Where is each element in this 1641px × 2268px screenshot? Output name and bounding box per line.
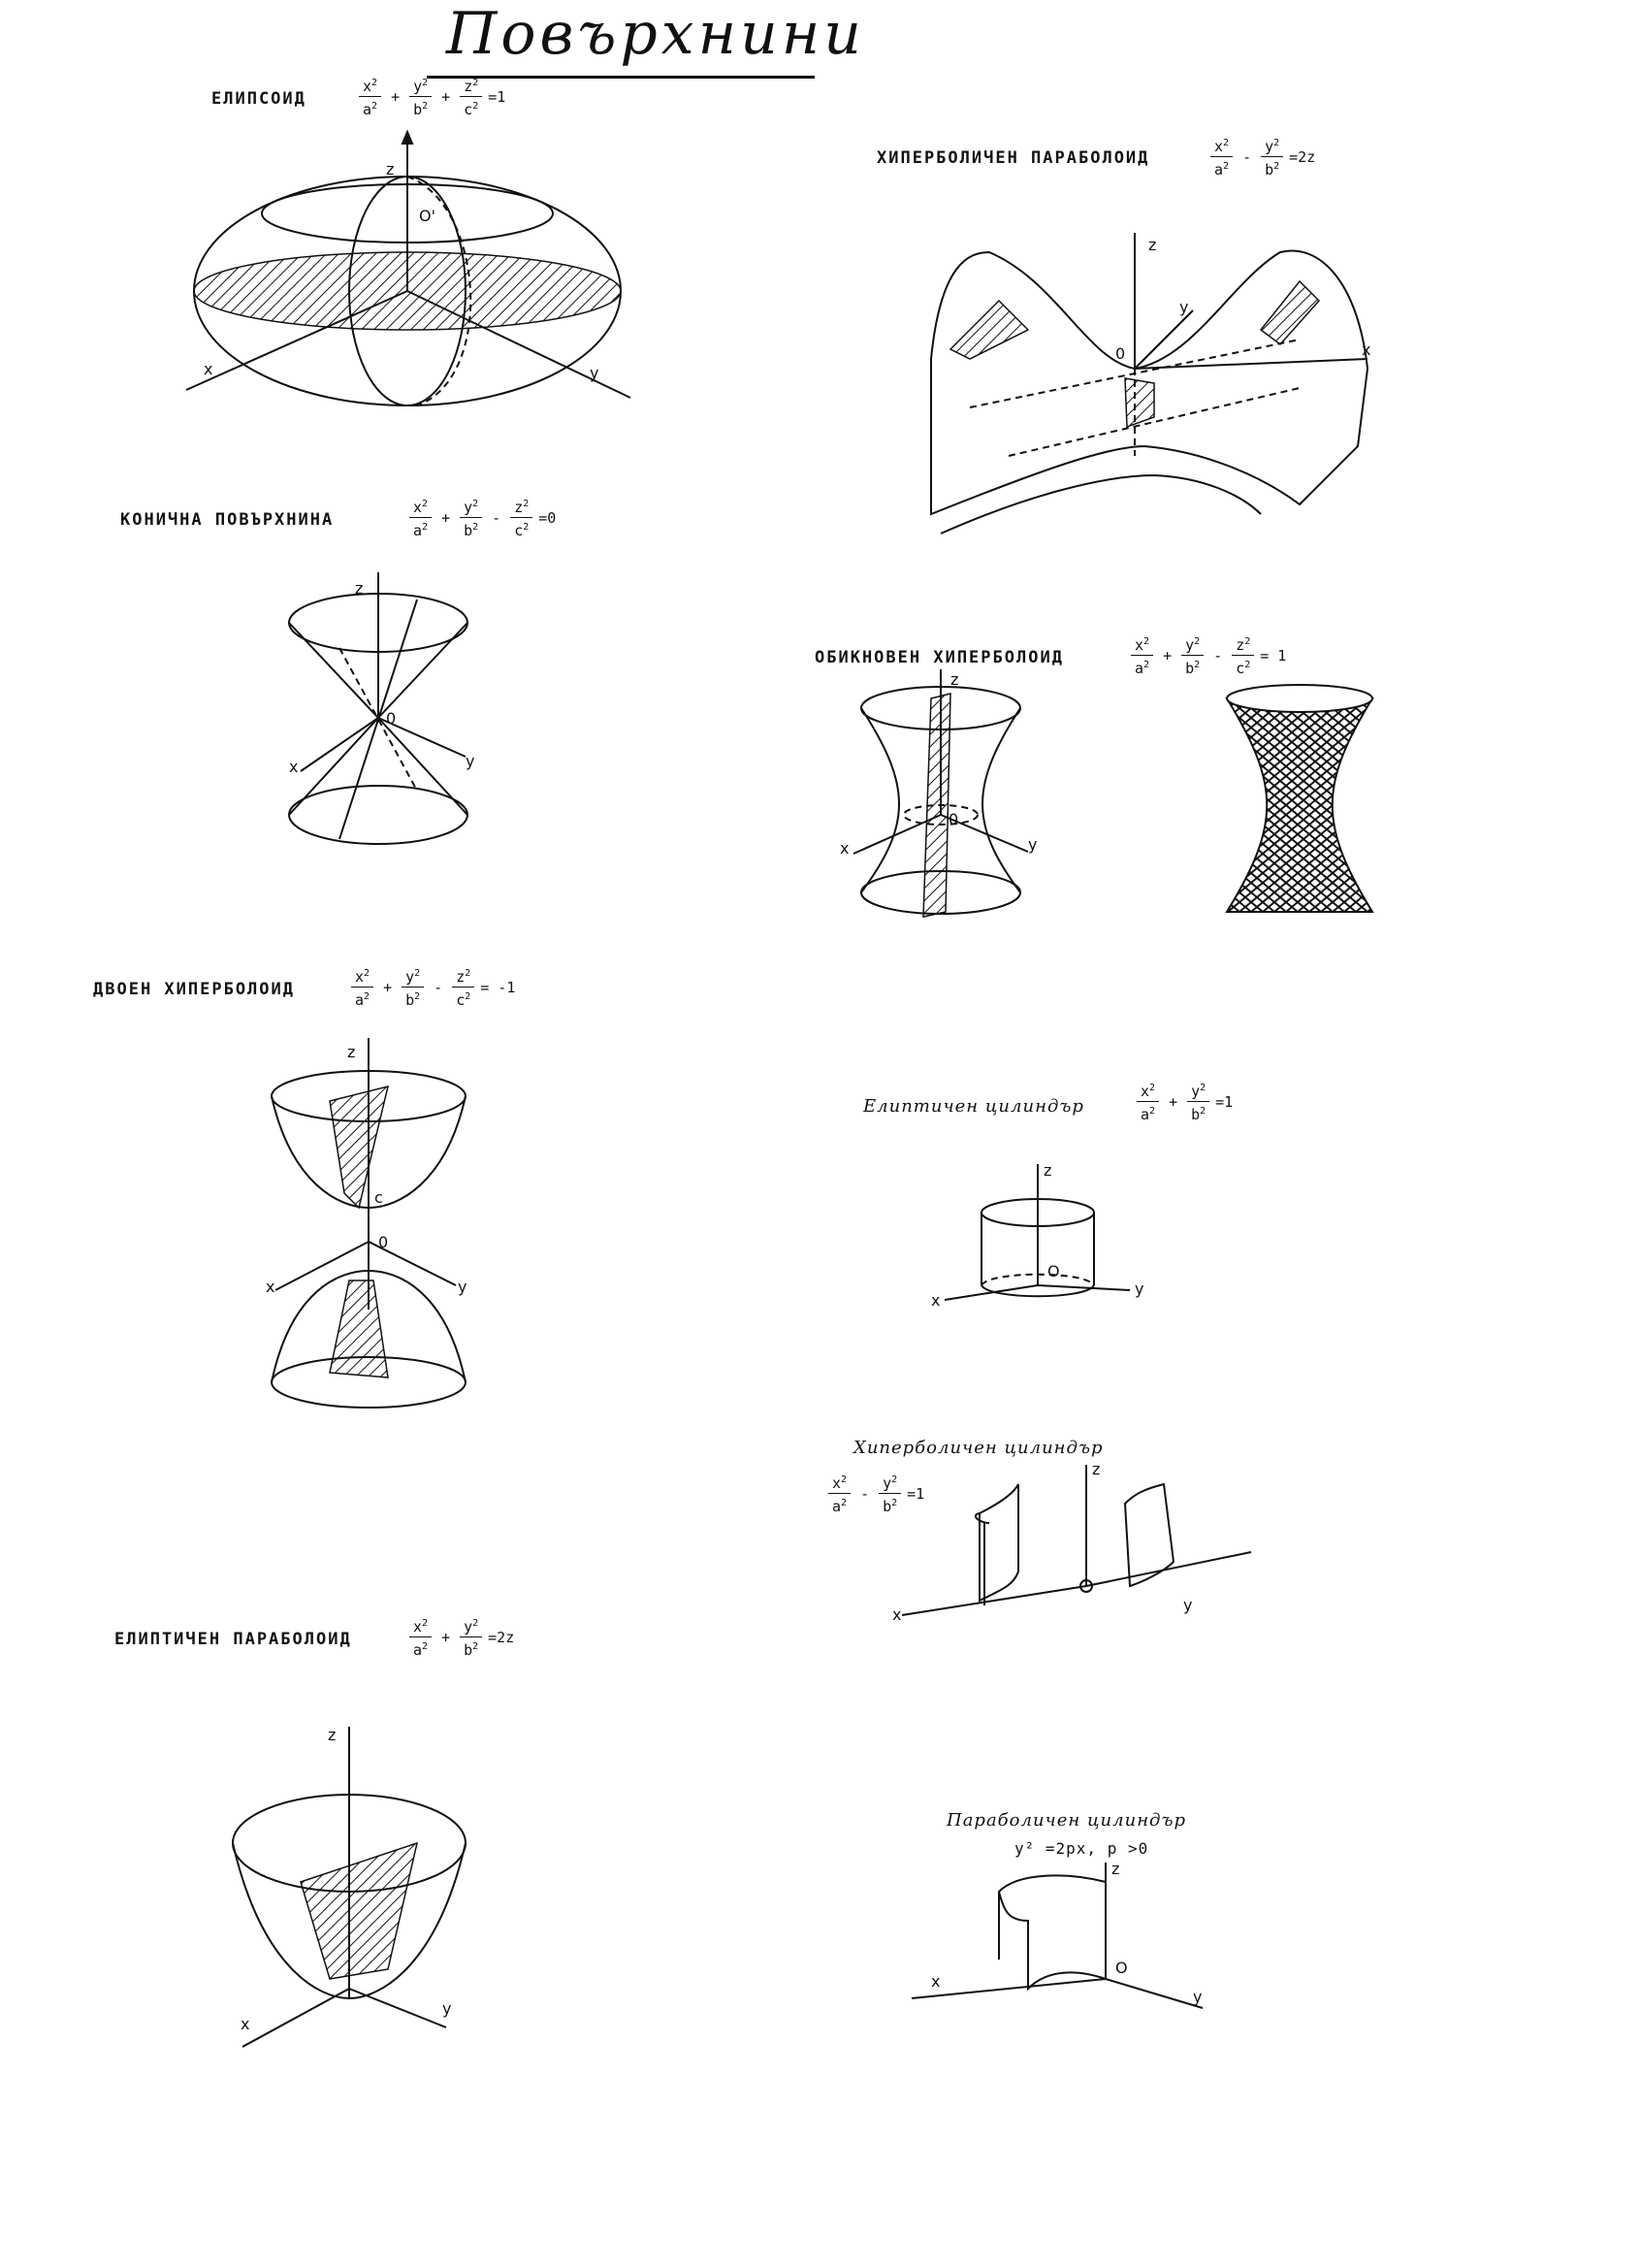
equation-fraction (828, 1471, 851, 1516)
two-sheet-hyperboloid-equation (347, 964, 515, 1010)
parabolic-cylinder-origin-label: O (1115, 1959, 1128, 1977)
equation-fraction (402, 964, 424, 1010)
elliptic-paraboloid-equation (405, 1614, 514, 1660)
elliptic-paraboloid-figure (223, 1726, 485, 2033)
equation-fraction (1137, 1079, 1159, 1124)
fraction-numerator: $y^2$ (460, 495, 482, 518)
fraction-numerator: $x^2$ (409, 1614, 432, 1637)
equation-operator: - (434, 978, 443, 996)
saddle-right-section (1261, 281, 1319, 344)
saddle-center-section (1125, 378, 1154, 427)
equation-operator: - (1213, 646, 1223, 664)
hyperboloid-figure (834, 669, 1047, 931)
cone-y-label: y (466, 752, 475, 770)
equation-operator: + (441, 87, 451, 106)
fraction-denominator: $c^2$ (514, 522, 530, 539)
elliptic-cylinder-z-label: z (1044, 1161, 1052, 1180)
equation-fraction (1181, 632, 1204, 678)
fraction-numerator: $x^2$ (351, 964, 373, 988)
equation-fraction (1131, 632, 1153, 678)
fraction-denominator: $a^2$ (832, 1498, 848, 1515)
fraction-denominator: $b^2$ (883, 1498, 898, 1515)
cone-z-label: z (355, 579, 364, 598)
fraction-denominator: $c^2$ (456, 991, 471, 1009)
ellipsoid-equation (355, 74, 505, 119)
equation-operator: + (1163, 646, 1173, 664)
elliptic-cylinder-label: Елиптичен цилиндър (863, 1096, 1084, 1117)
saddle-left-section (950, 301, 1028, 359)
parabolic-cylinder-label: Параболичен цилиндър (947, 1810, 1186, 1831)
elliptic-paraboloid-z-label: z (328, 1726, 337, 1744)
equation-fraction (510, 495, 532, 540)
elliptic-cylinder-y-label: y (1135, 1280, 1144, 1298)
saddle-origin-label: 0 (1115, 344, 1126, 363)
elliptic-cylinder-figure (931, 1161, 1154, 1319)
hyperbolic-paraboloid-equation (1207, 134, 1315, 179)
hyperbolic-paraboloid-figure (912, 223, 1377, 534)
equation-rhs: =0 (538, 508, 557, 527)
hyperbolic-cylinder-label: Хиперболичен цилиндър (853, 1438, 1104, 1458)
fraction-numerator: $z^2$ (510, 495, 532, 518)
cone-x-axis (301, 718, 378, 771)
cone-figure (281, 572, 495, 854)
fraction-denominator: $b^2$ (405, 991, 421, 1009)
equation-rhs: =2z (488, 1628, 515, 1646)
equation-operator: - (1242, 147, 1252, 166)
ellipsoid-x-label: x (204, 360, 213, 378)
two-sheet-c-label: c (374, 1188, 383, 1207)
elliptic-paraboloid-y-label: y (442, 1999, 452, 2018)
fraction-numerator: $z^2$ (460, 74, 482, 97)
equation-fraction (460, 1614, 482, 1660)
parabolic-cylinder-z-label: z (1111, 1860, 1120, 1878)
ellipsoid-y-label: y (590, 364, 599, 382)
elliptic-cylinder-x-label: x (931, 1291, 941, 1310)
saddle-z-label: z (1148, 236, 1157, 254)
fraction-denominator: $b^2$ (1185, 660, 1201, 677)
fraction-denominator: $a^2$ (1141, 1106, 1156, 1123)
equation-fraction (351, 964, 373, 1010)
equation-rhs: =2z (1289, 147, 1316, 166)
equation-fraction (452, 964, 474, 1010)
hyperboloid-net-figure (1222, 689, 1377, 922)
equation-rhs: =1 (1215, 1092, 1234, 1111)
equation-rhs: = -1 (480, 978, 516, 996)
equation-operator: + (441, 508, 451, 527)
equation-fraction (460, 495, 482, 540)
fraction-numerator: $x^2$ (359, 74, 381, 97)
equation-operator: - (860, 1484, 870, 1503)
parabolic-cylinder-y-label: y (1193, 1988, 1203, 2006)
fraction-numerator: $y^2$ (1181, 632, 1204, 656)
fraction-denominator: $b^2$ (413, 101, 429, 118)
parabolic-cylinder-x-label: x (931, 1972, 941, 1991)
fraction-denominator: $c^2$ (464, 101, 479, 118)
conical-surface-equation (405, 495, 556, 540)
hyperbolic-cylinder-x-label: x (892, 1605, 902, 1624)
equation-fraction (409, 1614, 432, 1660)
two-sheet-z-label: z (347, 1043, 356, 1061)
hyperboloid-origin-label: 0 (949, 810, 959, 828)
equation-fraction (1187, 1079, 1209, 1124)
parabolic-cylinder-figure (912, 1860, 1222, 2018)
fraction-numerator: $y^2$ (879, 1471, 901, 1494)
fraction-numerator: $x^2$ (1210, 134, 1233, 157)
fraction-denominator: $b^2$ (1191, 1106, 1207, 1123)
equation-fraction (460, 74, 482, 119)
fraction-numerator: $y^2$ (1187, 1079, 1209, 1102)
elliptic-cylinder-equation (1133, 1079, 1233, 1124)
cone-origin-label: 0 (386, 709, 397, 728)
hyperboloid-x-label: x (840, 839, 850, 858)
fraction-denominator: $b^2$ (464, 522, 479, 539)
two-sheet-x-label: x (266, 1278, 275, 1296)
ellipsoid-figure (175, 146, 640, 437)
equation-operator: + (383, 978, 393, 996)
hyperboloid-y-label: y (1028, 835, 1038, 854)
parabolic-cylinder-equation: y² =2px, p >0 (1014, 1839, 1149, 1858)
ellipsoid-label: ЕЛИПСОИД (211, 89, 306, 109)
fraction-numerator: $y^2$ (402, 964, 424, 988)
fraction-denominator: $b^2$ (464, 1641, 479, 1659)
fraction-denominator: $c^2$ (1236, 660, 1251, 677)
fraction-numerator: $x^2$ (409, 495, 432, 518)
fraction-numerator: $y^2$ (409, 74, 432, 97)
equation-fraction (409, 495, 432, 540)
hyperboloid-z-label: z (950, 670, 959, 689)
equation-operator: + (441, 1628, 451, 1646)
hyperbolic-cylinder-figure (892, 1460, 1261, 1639)
fraction-numerator: $x^2$ (1137, 1079, 1159, 1102)
hyperbolic-cylinder-y-label: y (1183, 1596, 1193, 1614)
equation-operator: + (391, 87, 401, 106)
two-sheet-hyperboloid-label: ДВОЕН ХИПЕРБОЛОИД (93, 980, 295, 999)
equation-rhs: =1 (488, 87, 506, 106)
page-title: Повърхнини (446, 0, 865, 68)
fraction-denominator: $a^2$ (1214, 161, 1230, 178)
two-sheet-hyperboloid-figure (262, 1038, 475, 1426)
equation-operator: - (492, 508, 501, 527)
cone-bottom-ellipse (289, 786, 467, 844)
fraction-denominator: $a^2$ (413, 1641, 429, 1659)
fraction-denominator: $a^2$ (413, 522, 429, 539)
hyperbolic-paraboloid-label: ХИПЕРБОЛИЧЕН ПАРАБОЛОИД (877, 148, 1150, 168)
elliptic-paraboloid-label: ЕЛИПТИЧЕН ПАРАБОЛОИД (114, 1630, 352, 1649)
two-sheet-origin-label: 0 (378, 1233, 389, 1251)
equation-rhs: = 1 (1260, 646, 1287, 664)
fraction-denominator: $a^2$ (355, 991, 370, 1009)
saddle-y-axis (1135, 310, 1193, 369)
cone-x-label: x (289, 758, 299, 776)
equation-fraction (1261, 134, 1283, 179)
equation-fraction (359, 74, 381, 119)
one-sheet-hyperboloid-label: ОБИКНОВЕН ХИПЕРБОЛОИД (815, 648, 1064, 667)
hyperbolic-cylinder-z-label: z (1092, 1460, 1101, 1478)
equation-operator: + (1169, 1092, 1178, 1111)
fraction-numerator: $y^2$ (460, 1614, 482, 1637)
saddle-x-label: x (1362, 340, 1371, 359)
fraction-numerator: $z^2$ (452, 964, 474, 988)
ellipsoid-origin-label: O' (419, 207, 435, 225)
equation-rhs: =1 (907, 1484, 925, 1503)
fraction-denominator: $a^2$ (1135, 660, 1150, 677)
fraction-denominator: $a^2$ (363, 101, 378, 118)
equation-fraction (1210, 134, 1233, 179)
elliptic-cylinder-origin-label: O (1047, 1262, 1060, 1280)
fraction-numerator: $y^2$ (1261, 134, 1283, 157)
saddle-y-label: y (1179, 298, 1189, 316)
fraction-denominator: $b^2$ (1265, 161, 1280, 178)
equation-fraction (1232, 632, 1254, 678)
ellipsoid-z-label: z (386, 160, 395, 178)
conical-surface-label: КОНИЧНА ПОВЪРХНИНА (120, 510, 335, 530)
one-sheet-hyperboloid-equation (1127, 632, 1286, 678)
saddle-bottom-curve (941, 475, 1261, 534)
fraction-numerator: $x^2$ (1131, 632, 1153, 656)
two-sheet-y-label: y (458, 1278, 467, 1296)
fraction-numerator: $z^2$ (1232, 632, 1254, 656)
elliptic-paraboloid-x-label: x (241, 2015, 250, 2033)
fraction-numerator: $x^2$ (828, 1471, 851, 1494)
equation-fraction (409, 74, 432, 119)
